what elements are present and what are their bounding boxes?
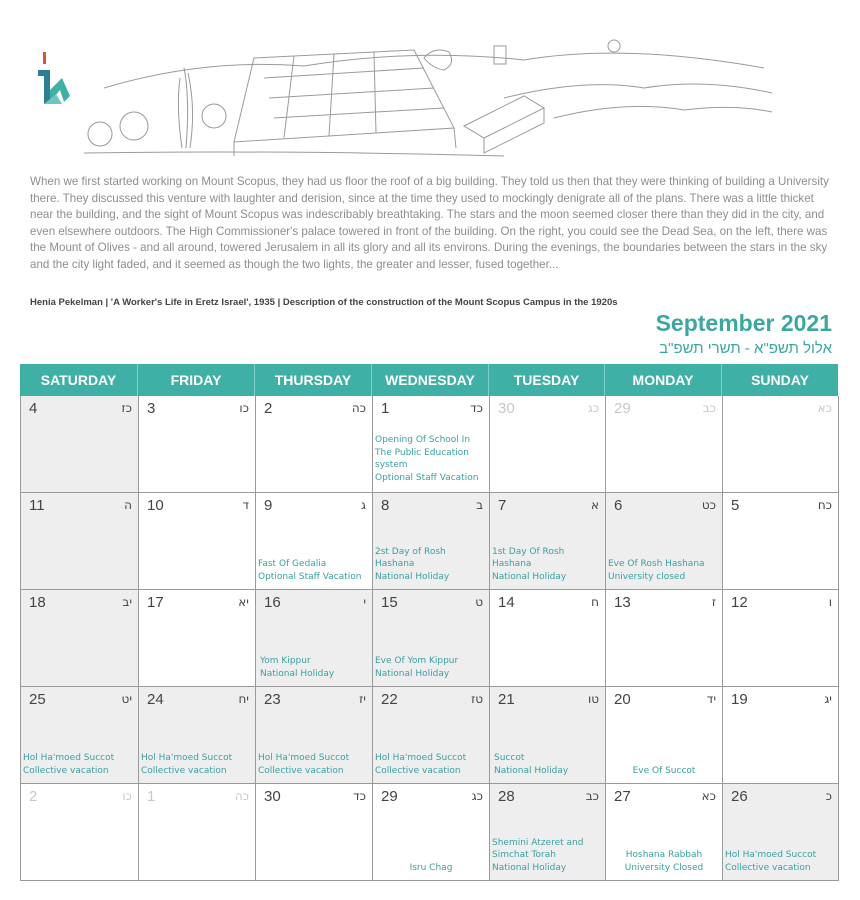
day-number: 1 xyxy=(381,400,390,417)
day-number: 29 xyxy=(614,400,631,417)
calendar-day-cell xyxy=(606,687,723,784)
day-number: 21 xyxy=(498,691,515,708)
calendar-day-cell xyxy=(256,687,373,784)
day-number: 20 xyxy=(614,691,631,708)
day-number: 23 xyxy=(264,691,281,708)
calendar-day-cell xyxy=(373,687,490,784)
hebrew-date: כד xyxy=(470,401,483,415)
day-number: 27 xyxy=(614,788,631,805)
event-line: University Closed xyxy=(624,862,704,873)
day-name-monday: MONDAY xyxy=(605,364,722,396)
day-events xyxy=(375,546,487,584)
day-number: 30 xyxy=(498,400,515,417)
hebrew-date: יא xyxy=(238,595,249,609)
calendar-day-cell xyxy=(490,590,606,687)
hebrew-date: כו xyxy=(239,401,249,415)
calendar-day-cell xyxy=(373,590,490,687)
hebrew-date: כו xyxy=(122,789,132,803)
hebrew-date: ו xyxy=(828,595,832,609)
day-number: 9 xyxy=(264,497,273,514)
quote-text: When we first started working on Mount Scopus, they had us floor the roof of a big building. They told us then that they were thinking of building a University there. They discussed this venture with laughter and derision, since at the time they used to mockingly denigrate all of the plans. There was a little thicket near the building, and the sight of Mount Scopus was indescribably breathtaking. The stars and the moon seemed closer there than they did in the city, and even elsewhere outdoors. The High Commissioner's palace towered in front of the building. On the right, you could see the Dead Sea, on the left, there was the Mount of Olives - and all around, towered Jerusalem in all its glory and all its environs. During the evenings, the boundaries between the stars in the sky and the city light faded, and it seemed as though the two lights, the greater and lesser, fused together... xyxy=(30,175,829,271)
day-number: 11 xyxy=(29,497,45,514)
event-line: Succot xyxy=(494,753,525,763)
day-number: 26 xyxy=(731,788,748,805)
event-line: The Public Education xyxy=(375,447,469,458)
calendar-day-cell xyxy=(723,687,839,784)
event-line: Hol Ha'moed Succot xyxy=(375,753,467,763)
event-line: Hol Ha'moed Succot xyxy=(725,850,817,860)
day-events xyxy=(725,849,836,874)
event-line: Collective vacation xyxy=(375,765,461,776)
hebrew-date: י xyxy=(363,595,366,609)
hebrew-date: כב xyxy=(702,401,716,415)
weekday-header xyxy=(20,364,838,396)
day-number: 25 xyxy=(29,691,46,708)
day-number: 3 xyxy=(147,400,156,417)
hebrew-date: יד xyxy=(706,692,716,706)
day-number: 17 xyxy=(147,594,164,611)
day-number: 5 xyxy=(731,497,740,514)
day-number: 30 xyxy=(264,788,281,805)
day-events xyxy=(608,849,720,874)
calendar-day-cell xyxy=(723,784,839,881)
calendar-day-cell xyxy=(373,493,490,590)
event-line: Fast Of Gedalia xyxy=(258,559,327,569)
day-number: 7 xyxy=(498,497,507,514)
mount-scopus-illustration xyxy=(84,38,774,160)
event-line: Hol Ha'moed Succot xyxy=(258,753,350,763)
event-line: National Holiday xyxy=(492,862,567,873)
calendar-day-cell xyxy=(21,493,139,590)
day-events xyxy=(375,434,487,484)
hebrew-date: יז xyxy=(359,692,366,706)
day-number: 22 xyxy=(381,691,398,708)
hebrew-date: טז xyxy=(471,692,483,706)
day-name-wednesday: WEDNESDAY xyxy=(372,364,489,396)
event-line: Hol Ha'moed Succot xyxy=(141,753,233,763)
day-events xyxy=(492,837,603,875)
hebrew-date: כז xyxy=(121,401,132,415)
event-line: 1st Day Of Rosh Hashana xyxy=(492,546,565,569)
event-line: Optional Staff Vacation xyxy=(375,472,479,483)
event-line: National Holiday xyxy=(375,668,450,679)
event-line: Hol Ha'moed Succot xyxy=(23,753,115,763)
day-events xyxy=(375,655,487,680)
hebrew-date: כ xyxy=(825,789,832,803)
event-line: Optional Staff Vacation xyxy=(258,571,362,582)
hebrew-date: יג xyxy=(824,692,832,706)
event-line: Collective vacation xyxy=(725,862,811,873)
month-title-hebrew: אלול תשפ"א - תשרי תשפ"ב xyxy=(659,340,832,357)
calendar-day-cell xyxy=(139,784,256,881)
calendar-day-cell xyxy=(606,784,723,881)
calendar-day-cell xyxy=(373,396,490,493)
event-line: 2st Day of Rosh Hashana xyxy=(375,546,446,569)
hebrew-date: כד xyxy=(353,789,366,803)
day-number: 16 xyxy=(264,594,281,611)
hebrew-date: יט xyxy=(121,692,132,706)
calendar-day-cell xyxy=(373,784,490,881)
event-line: Eve Of Rosh Hashana xyxy=(608,559,705,569)
day-number: 18 xyxy=(29,594,46,611)
day-number: 15 xyxy=(381,594,398,611)
day-events xyxy=(258,655,370,680)
hebrew-date: כא xyxy=(817,401,832,415)
day-number: 2 xyxy=(29,788,38,805)
day-number: 28 xyxy=(498,788,515,805)
day-events xyxy=(608,765,720,778)
hebrew-date: כג xyxy=(587,401,599,415)
day-events xyxy=(258,752,370,777)
event-line: National Holiday xyxy=(375,571,450,582)
hebrew-date: יח xyxy=(238,692,249,706)
event-line: Hoshana Rabbah xyxy=(625,850,703,860)
day-events xyxy=(375,862,487,875)
day-events xyxy=(492,752,603,777)
day-number: 14 xyxy=(498,594,515,611)
calendar-day-cell xyxy=(490,493,606,590)
hebrew-date: ה xyxy=(124,498,132,512)
hebrew-date: כב xyxy=(585,789,599,803)
event-line: Eve Of Succot xyxy=(632,765,696,776)
day-name-tuesday: TUESDAY xyxy=(489,364,605,396)
day-events xyxy=(141,752,253,777)
day-name-saturday: SATURDAY xyxy=(20,364,138,396)
hebrew-date: כג xyxy=(471,789,483,803)
hebrew-date: טו xyxy=(587,692,599,706)
hebrew-date: ג xyxy=(361,498,366,512)
hebrew-date: ז xyxy=(711,595,716,609)
event-line: Opening Of School In xyxy=(375,435,471,445)
month-title: September 2021 xyxy=(655,310,832,336)
day-events xyxy=(375,752,487,777)
event-line: National Holiday xyxy=(492,571,567,582)
calendar-day-cell xyxy=(490,784,606,881)
calendar-day-cell xyxy=(723,590,839,687)
hebrew-date: כה xyxy=(234,789,249,803)
day-events xyxy=(258,558,370,583)
day-number: 10 xyxy=(147,497,164,514)
hebrew-date: כח xyxy=(817,498,832,512)
calendar-day-cell xyxy=(256,396,373,493)
day-number: 24 xyxy=(147,691,164,708)
day-number: 29 xyxy=(381,788,398,805)
day-number: 8 xyxy=(381,497,390,514)
day-number: 13 xyxy=(614,594,631,611)
day-number: 2 xyxy=(264,400,273,417)
event-line: University closed xyxy=(608,571,686,582)
calendar-day-cell xyxy=(606,590,723,687)
calendar-day-cell xyxy=(21,784,139,881)
calendar-grid xyxy=(20,396,838,881)
calendar xyxy=(20,364,838,881)
event-line: Simchat Torah xyxy=(492,850,556,860)
day-name-thursday: THURSDAY xyxy=(255,364,372,396)
calendar-day-cell xyxy=(139,590,256,687)
calendar-day-cell xyxy=(723,396,839,493)
event-line: National Holiday xyxy=(494,765,569,776)
day-number: 1 xyxy=(147,788,156,805)
hebrew-date: כא xyxy=(701,789,716,803)
calendar-day-cell xyxy=(256,784,373,881)
day-number: 4 xyxy=(29,400,38,417)
hebrew-date: א xyxy=(590,498,599,512)
hebrew-date: ב xyxy=(476,498,483,512)
calendar-day-cell xyxy=(606,493,723,590)
event-line: Shemini Atzeret and xyxy=(492,837,584,848)
day-number: 6 xyxy=(614,497,623,514)
calendar-day-cell xyxy=(139,687,256,784)
calendar-day-cell xyxy=(139,493,256,590)
day-name-friday: FRIDAY xyxy=(138,364,255,396)
calendar-day-cell xyxy=(490,687,606,784)
hebrew-date: ד xyxy=(242,498,249,512)
calendar-day-cell xyxy=(21,687,139,784)
calendar-day-cell xyxy=(606,396,723,493)
calendar-day-cell xyxy=(21,396,139,493)
day-number: 12 xyxy=(731,594,748,611)
day-events xyxy=(492,546,603,584)
event-line: National Holiday xyxy=(260,668,335,679)
hebrew-date: ט xyxy=(475,595,483,609)
hebrew-date: כט xyxy=(701,498,716,512)
calendar-day-cell xyxy=(256,590,373,687)
day-events xyxy=(608,558,720,583)
event-line: Yom Kippur xyxy=(260,656,311,666)
event-line: system xyxy=(375,460,408,470)
hebrew-date: ח xyxy=(591,595,599,609)
day-name-sunday: SUNDAY xyxy=(751,372,809,388)
event-line: Eve Of Yom Kippur xyxy=(375,656,459,666)
university-logo-icon xyxy=(34,50,74,112)
calendar-day-cell xyxy=(723,493,839,590)
event-line: Collective vacation xyxy=(141,765,227,776)
calendar-day-cell xyxy=(21,590,139,687)
event-line: Isru Chag xyxy=(409,862,453,873)
calendar-day-cell xyxy=(490,396,606,493)
day-events xyxy=(23,752,136,777)
quote-attribution: Henia Pekelman | 'A Worker's Life in Eretz Israel', 1935 | Description of the construction of the Mount Scopus Campus in the 1920s xyxy=(30,297,618,308)
hebrew-date: כה xyxy=(351,401,366,415)
calendar-day-cell xyxy=(139,396,256,493)
day-number: 19 xyxy=(731,691,748,708)
event-line: Collective vacation xyxy=(258,765,344,776)
hebrew-date: יב xyxy=(122,595,132,609)
calendar-day-cell xyxy=(256,493,373,590)
event-line: Collective vacation xyxy=(23,765,109,776)
